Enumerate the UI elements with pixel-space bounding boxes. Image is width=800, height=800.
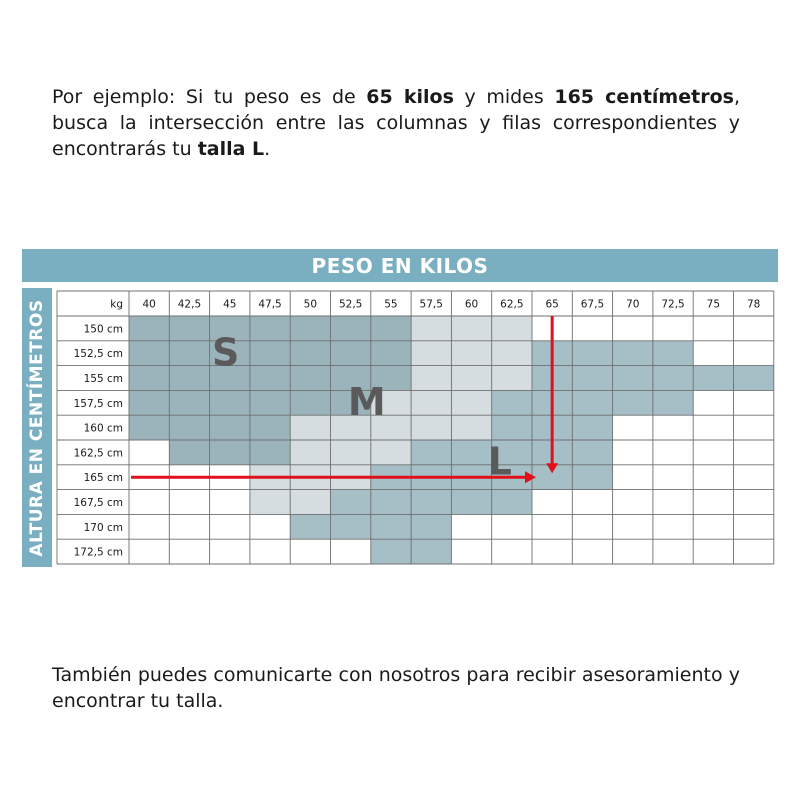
size-cell [653,465,693,490]
size-cell [734,366,774,391]
weight-col-label: 65 [545,298,559,311]
size-cell [572,341,612,366]
weight-col-label: 72,5 [661,298,685,311]
size-cell [693,415,733,440]
size-cell [210,440,250,465]
size-cell [290,341,330,366]
size-cell [371,539,411,564]
size-cell [572,490,612,515]
size-cell [250,366,290,391]
size-cell [693,465,733,490]
size-cell [451,341,491,366]
size-cell [613,539,653,564]
size-cell [250,415,290,440]
size-cell [250,341,290,366]
size-cell [492,415,532,440]
size-cell [210,390,250,415]
size-cell [371,440,411,465]
size-cell [613,316,653,341]
size-cell [169,390,209,415]
size-cell [250,316,290,341]
size-cell [693,366,733,391]
size-cell [613,366,653,391]
size-cell [169,490,209,515]
size-cell [492,539,532,564]
height-row-label: 152,5 cm [73,348,123,361]
size-zone-letter-l: L [487,439,512,484]
weight-col-label: 42,5 [177,298,202,311]
size-cell [169,514,209,539]
size-cell [331,490,371,515]
size-cell [411,440,451,465]
intro-text-2: y mides [453,86,555,108]
size-cell [492,490,532,515]
size-cell [734,514,774,539]
intro-height-bold: 165 centímetros [554,86,734,108]
size-cell [411,341,451,366]
size-cell [734,440,774,465]
size-cell [371,490,411,515]
size-cell [572,390,612,415]
weight-col-label: 70 [626,298,640,311]
size-cell [250,539,290,564]
size-cell [169,341,209,366]
size-cell [129,341,169,366]
size-cell [613,490,653,515]
size-cell [129,415,169,440]
intro-text-3: , busca la intersección entre las columnas y filas correspondientes y encontrarás tu [52,86,740,160]
size-zone-letter-s: S [212,330,240,375]
size-cell [693,514,733,539]
size-cell [290,316,330,341]
size-cell [331,514,371,539]
size-cell [693,316,733,341]
height-row-label: 157,5 cm [73,397,123,410]
size-cell [451,316,491,341]
size-cell [129,390,169,415]
size-cell [572,539,612,564]
size-cell [331,316,371,341]
size-cell [693,490,733,515]
size-cell [169,366,209,391]
example-paragraph [52,84,740,162]
height-row-label: 155 cm [83,373,123,385]
size-cell [613,415,653,440]
size-cell [734,390,774,415]
size-cell [613,390,653,415]
size-cell [331,539,371,564]
size-cell [572,316,612,341]
weight-col-label: 52,5 [338,298,363,311]
corner-kg-label: kg [110,298,123,311]
weight-header-title: PESO EN KILOS [311,253,489,278]
size-cell [210,539,250,564]
height-side-label: ALTURA EN CENTÍMETROS [27,299,47,557]
size-cell [734,465,774,490]
size-cell [532,514,572,539]
size-cell [492,316,532,341]
size-grid [57,291,777,566]
size-cell [572,366,612,391]
height-row-label: 170 cm [83,521,123,534]
size-cell [290,539,330,564]
size-cell [250,390,290,415]
weight-header-band [22,249,778,282]
size-cell [451,366,491,391]
size-cell [653,490,693,515]
weight-col-label: 60 [464,298,479,311]
size-cell [129,539,169,564]
weight-col-label: 57,5 [419,298,443,311]
size-cell [169,316,209,341]
weight-col-label: 75 [706,298,721,311]
size-cell [613,341,653,366]
size-cell [451,390,491,415]
contact-paragraph: También puedes comunicarte con nosotros para recibir asesoramiento y encontrar tu talla. [52,664,740,712]
size-cell [169,539,209,564]
intro-size-bold: talla L [197,138,265,160]
intro-text-1: Por ejemplo: Si tu peso es de [52,86,367,108]
size-cell [572,440,612,465]
weight-col-label: 45 [223,298,237,311]
size-cell [613,514,653,539]
size-cell [653,390,693,415]
size-cell [451,440,491,465]
weight-col-label: 55 [384,298,398,311]
weight-col-label: 78 [746,298,761,311]
height-row-label: 160 cm [83,422,123,435]
size-cell [129,440,169,465]
size-cell [451,539,491,564]
size-cell [331,341,371,366]
height-row-label: 150 cm [83,323,123,336]
size-cell [290,490,330,515]
size-cell [290,366,330,391]
height-row-label: 165 cm [83,472,123,485]
size-cell [734,415,774,440]
size-cell [250,490,290,515]
size-cell [451,490,491,515]
size-cell [734,490,774,515]
size-cell [290,415,330,440]
intro-text-4: . [264,138,271,160]
size-cell [734,341,774,366]
size-cell [371,316,411,341]
size-cell [371,341,411,366]
size-cell [653,514,693,539]
size-cell [371,514,411,539]
intro-weight-bold: 65 kilos [366,86,454,108]
size-cell [129,514,169,539]
size-cell [411,366,451,391]
size-cell [532,539,572,564]
size-cell [492,341,532,366]
size-cell [572,514,612,539]
size-cell [169,415,209,440]
size-cell [693,390,733,415]
size-cell [693,440,733,465]
height-row-label: 167,5 cm [73,497,123,509]
size-cell [572,415,612,440]
size-cell [653,366,693,391]
size-grid-svg [57,291,777,566]
size-cell [492,390,532,415]
size-cell [653,539,693,564]
size-cell [210,514,250,539]
size-cell [129,316,169,341]
size-cell [653,415,693,440]
size-cell [411,390,451,415]
size-cell [653,316,693,341]
size-cell [129,490,169,515]
size-cell [653,440,693,465]
height-row-label: 162,5 cm [73,447,123,460]
size-cell [290,390,330,415]
size-cell [411,490,451,515]
size-cell [290,440,330,465]
size-cell [492,514,532,539]
size-cell [693,341,733,366]
height-side-band [22,288,52,567]
weight-col-label: 50 [303,298,318,311]
weight-col-label: 62,5 [500,298,524,311]
size-cell [250,514,290,539]
size-cell [572,465,612,490]
size-cell [169,440,209,465]
size-cell [210,415,250,440]
weight-col-label: 47,5 [258,298,282,311]
size-cell [290,514,330,539]
size-cell [331,440,371,465]
size-cell [492,366,532,391]
size-zone-letter-m: M [347,380,386,425]
size-cell [210,490,250,515]
size-cell [129,366,169,391]
height-row-label: 172,5 cm [73,546,123,559]
weight-col-label: 67,5 [580,298,605,311]
size-cell [411,415,451,440]
size-cell [734,316,774,341]
size-cell [613,440,653,465]
size-cell [693,539,733,564]
size-cell [250,440,290,465]
size-cell [613,465,653,490]
size-cell [411,514,451,539]
size-cell [411,316,451,341]
size-cell [734,539,774,564]
weight-col-label: 40 [142,298,156,311]
size-cell [451,415,491,440]
size-cell [411,539,451,564]
size-cell [653,341,693,366]
size-cell [532,490,572,515]
size-cell [451,514,491,539]
